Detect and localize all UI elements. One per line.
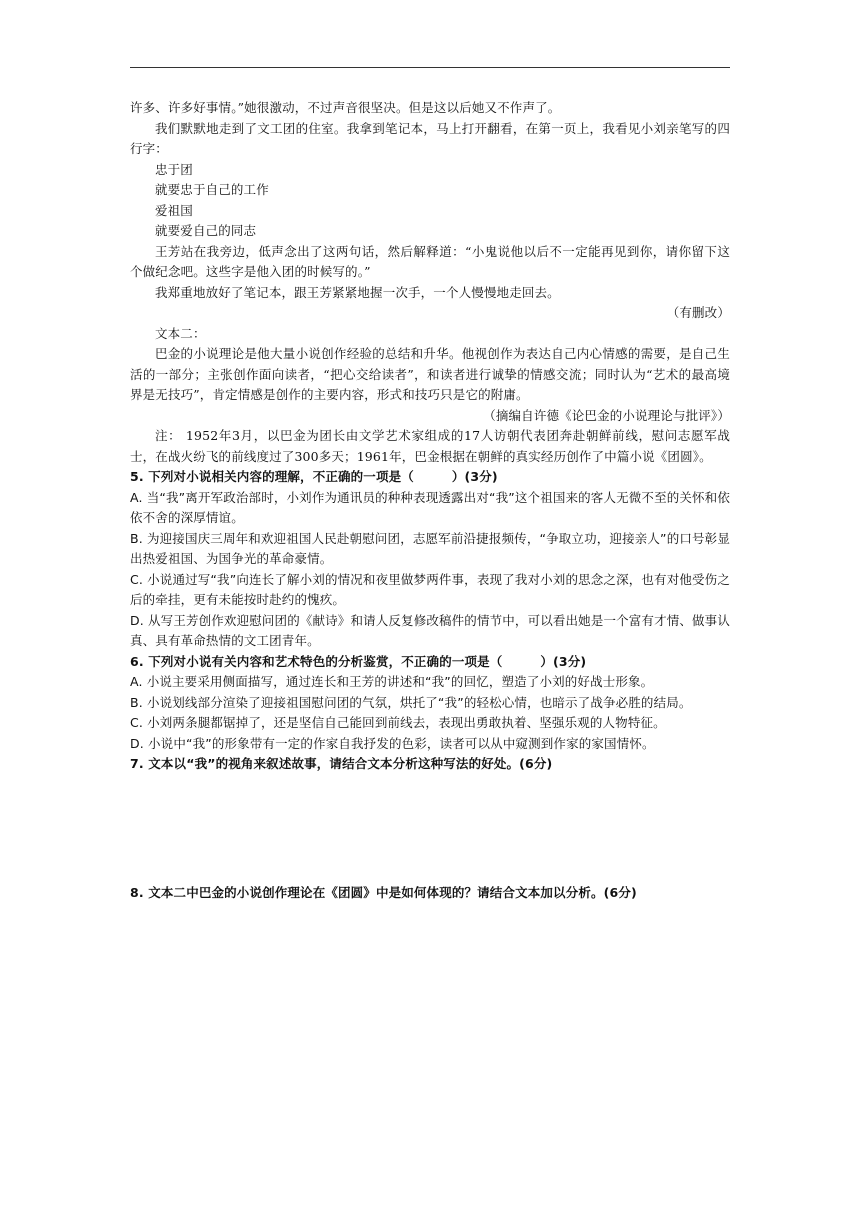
poem-line: 爱祖国 [155,202,193,218]
question-6-stem: 6. 下列对小说有关内容和艺术特色的分析鉴赏，不正确的一项是（ ）(3分) [130,653,587,669]
text2-source: （摘编自许德《论巴金的小说理论与批评》） [483,407,730,423]
text2-body: 巴金的小说理论是他大量小说创作经验的总结和升华。他视创作为表达自己内心情感的需要，是自己生活的一部分；主张创作面向读者，“把心交给读者”，和读者进行诚挚的情感交流；同时认为“艺术的最高境界是无技巧”，肯定情感是创作的主要内容，形式和技巧只是它的附庸。 [130,346,730,402]
footnote: 注： 1952年3月，以巴金为团长由文学艺术家组成的17人访朝代表团奔赴朝鲜前线，慰问志愿军战士，在战火纷飞的前线度过了300多天；1961年，巴金根据在朝鲜的真实经历创作了中篇小说《团圆》。 [130,428,730,464]
question-7-stem: 7. 文本以“我”的视角来叙述故事，请结合文本分析这种写法的好处。(6分) [130,756,553,771]
question-7-answer-space [130,775,730,883]
poem-line: 就要爱自己的同志 [155,223,257,238]
page-content [130,98,730,911]
question-5-option-c: C. 小说通过写“我”向连长了解小刘的情况和夜里做梦两件事，表现了我对小刘的思念之深，也有对他受伤之后的牵挂，更有未能按时赴约的愧疚。 [130,571,730,607]
question-6-option-d: D. 小说中“我”的形象带有一定的作家自我抒发的色彩，读者可以从中窥测到作家的家国情怀。 [130,735,655,751]
question-6-option-b: B. 小说划线部分渲染了迎接祖国慰问团的气氛，烘托了“我”的轻松心情，也暗示了战争必胜的结局。 [130,694,692,710]
question-5-option-a: A. 当“我”离开军政治部时，小刘作为通讯员的种种表现透露出对“我”这个祖国来的客人无微不至的关怀和依依不舍的深厚情谊。 [130,489,730,525]
question-5-stem: 5. 下列对小说相关内容的理解，不正确的一项是（ ）(3分) [130,469,498,484]
poem-line: 忠于团 [155,161,193,177]
question-5-option-b: B. 为迎接国庆三周年和欢迎祖国人民赴朝慰问团，志愿军前沿捷报频传，“争取立功，迎接亲人”的口号彰显出热爱祖国、为国争光的革命豪情。 [130,530,730,566]
question-8-answer-space [130,903,730,911]
question-8-stem: 8. 文本二中巴金的小说创作理论在《团圆》中是如何体现的？请结合文本加以分析。(6分) [130,884,637,900]
text2-heading: 文本二： [155,325,206,341]
question-6-option-c: C. 小刘两条腿都锯掉了，还是坚信自己能回到前线去，表现出勇敢执着、坚强乐观的人物特征。 [130,715,666,730]
story-paragraph: 许多、许多好事情。”她很激动，不过声音很坚决。但是这以后她又不作声了。 [130,100,561,115]
story-paragraph: 王芳站在我旁边，低声念出了这两句话，然后解释道：“小鬼说他以后不一定能再见到你，请你留下这个做纪念吧。这些字是他入团的时候写的。” [130,243,730,279]
story-paragraph: 我们默默地走到了文工团的住室。我拿到笔记本，马上打开翻看，在第一页上，我看见小刘亲笔写的四行字： [130,120,730,156]
edit-note: （有删改） [666,305,730,320]
question-6-option-a: A. 小说主要采用侧面描写，通过连长和王芳的讲述和“我”的回忆，塑造了小刘的好战士形象。 [130,674,654,689]
header-rule [130,67,730,68]
story-paragraph: 我郑重地放好了笔记本，跟王芳紧紧地握一次手，一个人慢慢地走回去。 [155,284,560,300]
poem-line: 就要忠于自己的工作 [155,182,269,197]
question-5-option-d: D. 从写王芳创作欢迎慰问团的《献诗》和请人反复修改稿件的情节中，可以看出她是一个富有才情、做事认真、具有革命热情的文工团青年。 [130,612,730,648]
